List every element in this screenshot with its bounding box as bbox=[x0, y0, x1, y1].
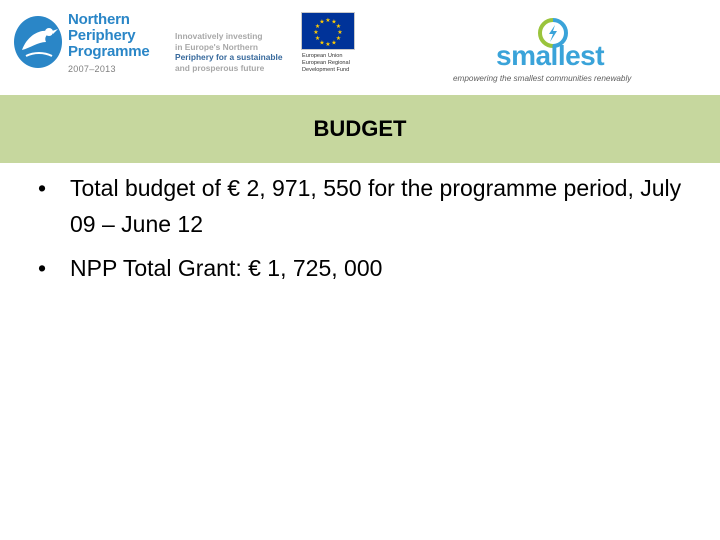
smallest-wordmark: smallest bbox=[496, 40, 605, 71]
bullet-item bbox=[32, 170, 702, 242]
slide-title: BUDGET bbox=[313, 116, 407, 141]
bullet-list bbox=[32, 170, 702, 294]
tagline-line-2: in Europe's Northern bbox=[175, 41, 258, 52]
bullet-marker: • bbox=[37, 175, 47, 201]
svg-text:★: ★ bbox=[319, 18, 325, 26]
npp-line-3: Programme bbox=[68, 43, 150, 60]
eu-flag-icon bbox=[301, 12, 355, 50]
svg-text:★: ★ bbox=[319, 39, 325, 47]
eu-line-1: European Union bbox=[302, 53, 343, 59]
svg-text:★: ★ bbox=[314, 23, 321, 30]
bullet-marker: • bbox=[37, 255, 47, 281]
npp-years: 2007–2013 bbox=[68, 64, 116, 74]
svg-text:★: ★ bbox=[313, 29, 319, 36]
npp-line-2: Periphery bbox=[68, 27, 136, 44]
svg-text:★: ★ bbox=[325, 41, 331, 48]
npp-line-1: Northern bbox=[68, 11, 130, 28]
smallest-tagline: empowering the smallest communities renewably bbox=[453, 74, 632, 83]
svg-text:★: ★ bbox=[325, 17, 331, 24]
logo-bar bbox=[0, 0, 720, 95]
eu-logo bbox=[301, 12, 361, 84]
svg-text:★: ★ bbox=[335, 23, 342, 30]
tagline-line-1: Innovatively investing bbox=[175, 31, 263, 41]
eu-line-3: Development Fund bbox=[302, 67, 350, 73]
npp-bird-icon bbox=[12, 12, 64, 70]
svg-text:★: ★ bbox=[337, 29, 343, 36]
npp-wordmark bbox=[68, 12, 150, 74]
eu-caption bbox=[302, 53, 364, 74]
northern-periphery-programme-logo bbox=[12, 10, 162, 82]
tagline-line-4: and prosperous future bbox=[175, 62, 265, 73]
bullet-text: Total budget of € 2, 971, 550 for the programme period, July 09 – June 12 bbox=[70, 175, 682, 237]
bullet-item bbox=[32, 250, 702, 286]
tagline-line-3: Periphery for a sustainable bbox=[175, 52, 283, 62]
svg-text:★: ★ bbox=[331, 18, 337, 26]
svg-text:★: ★ bbox=[335, 35, 342, 42]
eu-line-2: European Regional bbox=[302, 60, 350, 66]
npp-tagline bbox=[175, 31, 295, 73]
svg-text:★: ★ bbox=[331, 39, 337, 47]
bullet-text: NPP Total Grant: € 1, 725, 000 bbox=[70, 255, 383, 281]
title-band bbox=[0, 95, 720, 163]
svg-text:★: ★ bbox=[314, 35, 321, 42]
smallest-logo bbox=[450, 18, 650, 86]
